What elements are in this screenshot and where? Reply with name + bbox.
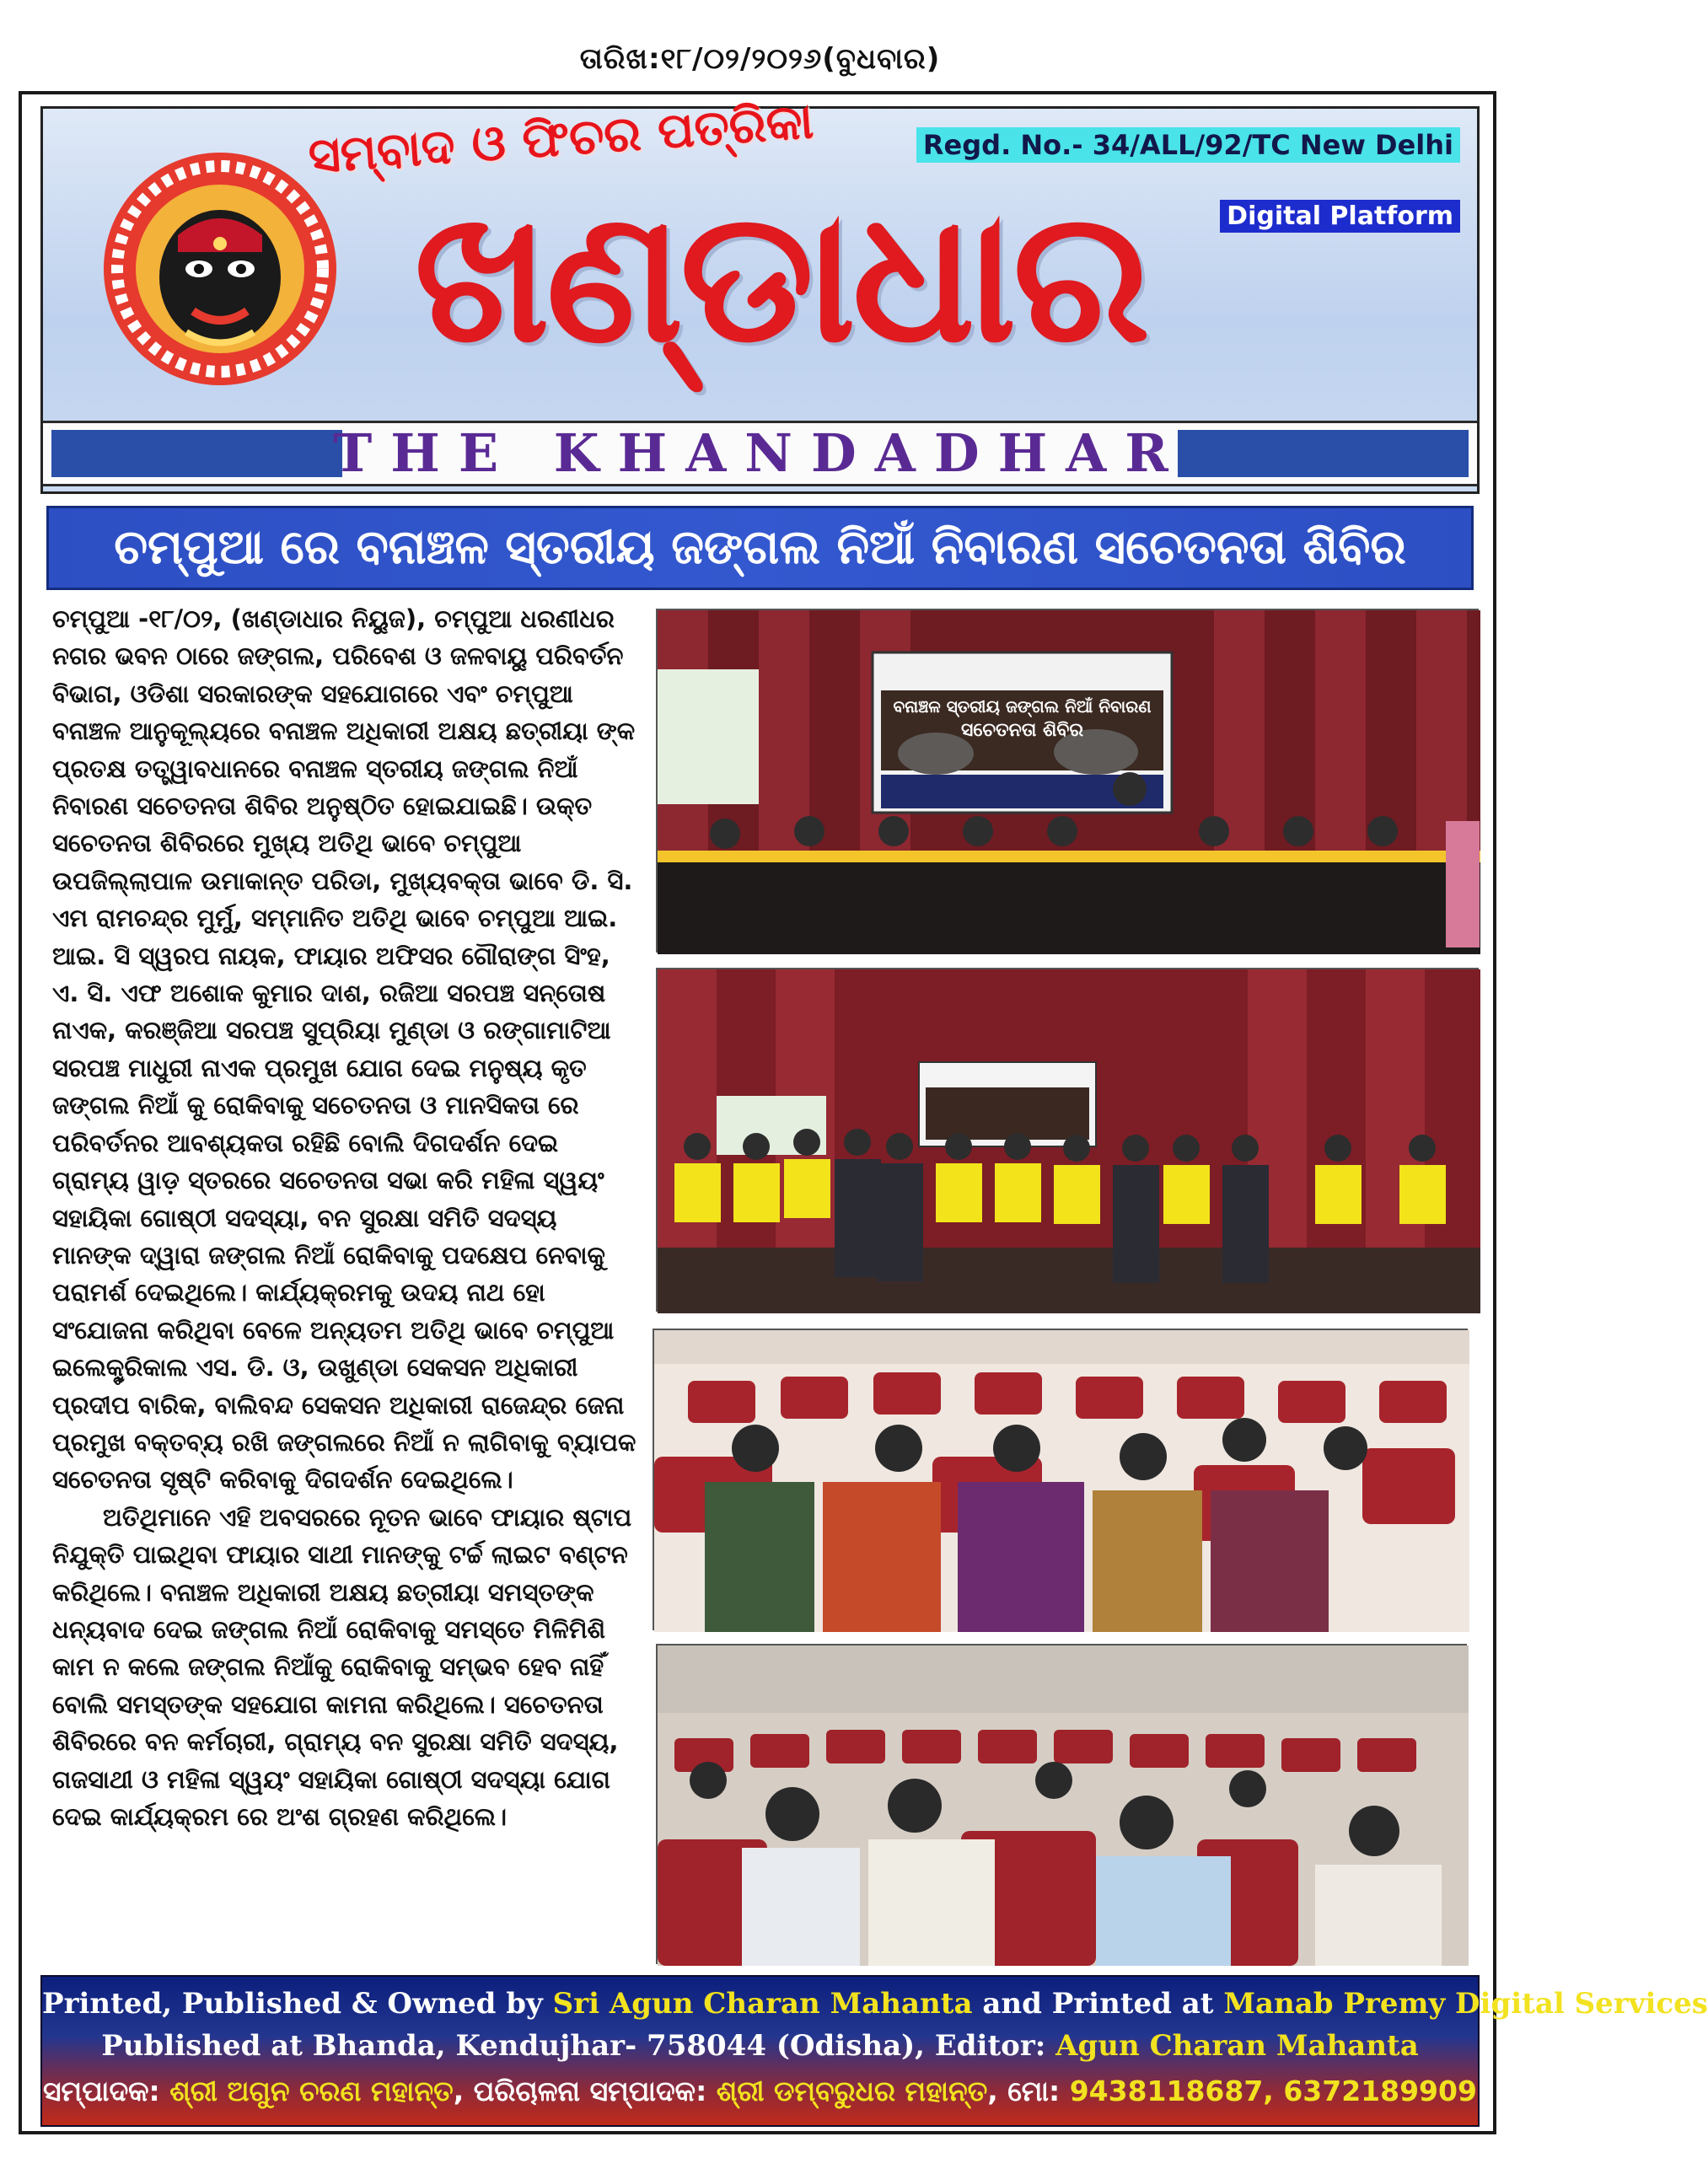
headline: ଚମ୍ପୁଆ ରେ ବନାଞ୍ଚଳ ସ୍ତରୀୟ ଜଙ୍ଗଲ ନିଆଁ ନିବାରଣ ସଚେତନତା ଶିବିର bbox=[46, 506, 1474, 590]
english-title-band bbox=[43, 421, 1477, 486]
footer-credits bbox=[40, 1975, 1708, 2127]
article-paragraph-2: ଅତିଥିମାନେ ଏହି ଅବସରରେ ନୂତନ ଭାବେ ଫାୟାର ଷ୍ଟାପ ନିଯୁକ୍ତି ପାଇଥିବା ଫାୟାର ସାଥୀ ମାନଙ୍କୁ ଟର୍ଚ୍ଚ ଲାଇଟ ବଣ୍ଟନ କରିଥିଲେ। ବନାଞ୍ଚଳ ଅଧିକାରୀ ଅକ୍ଷୟ ଛତ୍ରୀୟା ସମସ୍ତଙ୍କ ଧନ୍ୟବାଦ ଦେଇ ଜଙ୍ଗଲ ନିଆଁ ରୋକିବାକୁ ସମସ୍ତେ ମିଳିମିଶି କାମ ନ କଲେ ଜଙ୍ଗଲ ନିଆଁକୁ ରୋକିବାକୁ ସମ୍ଭବ ହେବ ନାହିଁ ବୋଲି ସମସ୍ତଙ୍କ ସହଯୋଗ କାମନା କରିଥିଲେ। ସଚେତନତା ଶିବିରରେ ବନ କର୍ମଚାରୀ, ଗ୍ରାମ୍ୟ ବନ ସୁରକ୍ଷା ସମିତି ସଦସ୍ୟ, ଗଜସାଥୀ ଓ ମହିଳା ସ୍ୱୟଂ ସହାୟିକା ଗୋଷ୍ଠୀ ସଦସ୍ୟା ଯୋଗ ଦେଇ କାର୍ଯ୍ୟକ୍ରମ ରେ ଅଂଶ ଗ୍ରହଣ କରିଥିଲେ। bbox=[52, 1502, 632, 1831]
footer-editor-label-odia: ସମ୍ପାଦକ: bbox=[43, 2075, 170, 2107]
deity-logo-icon bbox=[94, 142, 346, 395]
article-body bbox=[52, 600, 642, 1835]
footer-managing-editor-name: ଶ୍ରୀ ଡମ୍ବରୁଧର ମହାନ୍ତ bbox=[716, 2075, 988, 2107]
article-paragraph-1: ଚମ୍ପୁଆ -୧୮/୦୨, (ଖଣ୍ଡାଧାର ନିୟୁଜ), ଚମ୍ପୁଆ ଧରଣୀଧର ନଗର ଭବନ ଠାରେ ଜଙ୍ଗଲ, ପରିବେଶ ଓ ଜଳବାୟୁ ପରିବର୍ତନ ବିଭାଗ, ଓଡିଶା ସରକାରଙ୍କ ସହଯୋଗରେ ଏବଂ ଚମ୍ପୁଆ ବନାଞ୍ଚଳ ଆନୁକୂଲ୍ୟରେ ବନାଞ୍ଚଳ ଅଧିକାରୀ ଅକ୍ଷୟ ଛତ୍ରୀୟା ଙ୍କ ପ୍ରତକ୍ଷ ତତ୍ତ୍ୱାବଧାନରେ ବନାଞ୍ଚଳ ସ୍ତରୀୟ ଜଙ୍ଗଲ ନିଆଁ ନିବାରଣ ସଚେତନତା ଶିବିର ଅନୁଷ୍ଠିତ ହୋଇଯାଇଛି। ଉକ୍ତ ସଚେତନତା ଶିବିରରେ ମୁଖ୍ୟ ଅତିଥି ଭାବେ ଚମ୍ପୁଆ ଉପଜିଲ୍ଲାପାଳ ଉମାକାନ୍ତ ପରିଡା, ମୁଖ୍ୟବକ୍ତା ଭାବେ ଡି. ସି. ଏମ ରାମଚନ୍ଦ୍ର ମୁର୍ମୁ, ସମ୍ମାନିତ ଅତିଥି ଭାବେ ଚମ୍ପୁଆ ଆଇ. ଆଇ. ସି ସ୍ୱରପ ନାୟକ, ଫାୟାର ଅଫିସର ଗୌରାଙ୍ଗ ସିଂହ, ଏ. ସି. ଏଫ ଅଶୋକ କୁମାର ଦାଶ, ରଜିଆ ସରପଞ୍ଚ ସନ୍ତୋଷ ନାଏକ, କରଞ୍ଜିଆ ସରପଞ୍ଚ ସୁପ୍ରିୟା ମୁଣ୍ଡା ଓ ରଙ୍ଗାମାଟିଆ ସରପଞ୍ଚ ମାଧୁରୀ ନାଏକ ପ୍ରମୁଖ ଯୋଗ ଦେଇ ମନୁଷ୍ୟ କୃତ ଜଙ୍ଗଲ ନିଆଁ କୁ ରୋକିବାକୁ ସଚେତନତା ଓ ମାନସିକତା ରେ ପରିବର୍ତନର ଆବଶ୍ୟକତା ରହିଛି ବୋଲି ଦିଗଦର୍ଶନ ଦେଇ ଗ୍ରାମ୍ୟ ୱାଡ଼ ସ୍ତରରେ ସଚେତନତା ସଭା କରି ମହିଳା ସ୍ୱୟଂ ସହାୟିକା ଗୋଷ୍ଠୀ ସଦସ୍ୟା, ବନ ସୁରକ୍ଷା ସମିତି ସଦସ୍ୟ ମାନଙ୍କ ଦ୍ୱାରା ଜଙ୍ଗଲ ନିଆଁ ରୋକିବାକୁ ପଦକ୍ଷେପ ନେବାକୁ ପରାମର୍ଶ ଦେଇଥିଲେ। କାର୍ଯ୍ୟକ୍ରମକୁ ଉଦୟ ନାଥ ହୋ ସଂଯୋଜନା କରିଥିବା ବେଳେ ଅନ୍ୟତମ ଅତିଥି ଭାବେ ଚମ୍ପୁଆ ଇଲେକ୍ଟ୍ରିକାଲ ଏସ. ଡି. ଓ, ଉଖୁଣ୍ଡା ସେକସନ ଅଧିକାରୀ ପ୍ରଦୀପ ବାରିକ, ବାଲିବନ୍ଦ ସେକସନ ଅଧିକାରୀ ରାଜେନ୍ଦ୍ର ଜେନା ପ୍ରମୁଖ ବକ୍ତବ୍ୟ ରଖି ଜଙ୍ଗଲରେ ନିଆଁ ନ ଲାଗିବାକୁ ବ୍ୟାପକ ସଚେତନତା ସୃଷ୍ଟି କରିବାକୁ ଦିଗଦର୍ଶନ ଦେଇଥିଲେ। bbox=[52, 604, 636, 1495]
tagline: ସମ୍ବାଦ ଓ ଫିଚର ପତ୍ରିକା bbox=[306, 92, 815, 185]
footer-owner-name: Sri Agun Charan Mahanta bbox=[552, 1987, 973, 2021]
date-line: ତାରିଖ:୧୮/୦୨/୨୦୨୬(ବୁଧବାର) bbox=[579, 42, 941, 76]
footer-phone-numbers: 9438118687, 6372189909 bbox=[1069, 2075, 1477, 2107]
english-title: THE KHANDADHAR bbox=[333, 422, 1187, 484]
photo-audience-women bbox=[653, 1329, 1468, 1630]
footer-published-label: Published at Bhanda, Kendujhar- 758044 (Odisha), Editor: bbox=[101, 2029, 1056, 2063]
footer-editor-name: Agun Charan Mahanta bbox=[1055, 2029, 1419, 2063]
footer-printer-name: Manab Premy Digital Services bbox=[1223, 1987, 1708, 2021]
photo-banner-line1: ବନାଞ୍ଚଳ ସ୍ତରୀୟ ଜଙ୍ଗଲ ନିଆଁ ନିବାରଣ bbox=[893, 696, 1152, 717]
photo-banner-line2: ସଚେତନତା ଶିବିର bbox=[960, 720, 1084, 741]
footer-editor-name-odia: ଶ୍ରୀ ଅଗୁନ ଚରଣ ମହାନ୍ତ bbox=[169, 2075, 454, 2107]
digital-platform-badge: Digital Platform bbox=[1220, 200, 1460, 233]
footer-managing-editor-label: , ପରିଚାଳନା ସମ୍ପାଦକ: bbox=[453, 2075, 717, 2107]
registration-number: Regd. No.- 34/ALL/92/TC New Delhi bbox=[916, 127, 1460, 163]
footer-line-3 bbox=[42, 2075, 1478, 2108]
footer-phone-label: , ମୋ: bbox=[987, 2075, 1070, 2107]
photo-stage-guests bbox=[656, 609, 1479, 953]
masthead bbox=[40, 92, 1480, 494]
footer-line-1 bbox=[42, 1987, 1708, 2021]
footer-printed-label: Printed, Published & Owned by bbox=[42, 1987, 553, 2021]
brand-name: ଖଣ୍ଡାଧାର bbox=[414, 171, 1147, 383]
footer-printed-at-label: and Printed at bbox=[972, 1987, 1224, 2021]
photo-audience-men bbox=[656, 1644, 1467, 1964]
footer-line-2 bbox=[42, 2029, 1478, 2063]
photo-torch-distribution bbox=[656, 968, 1479, 1312]
